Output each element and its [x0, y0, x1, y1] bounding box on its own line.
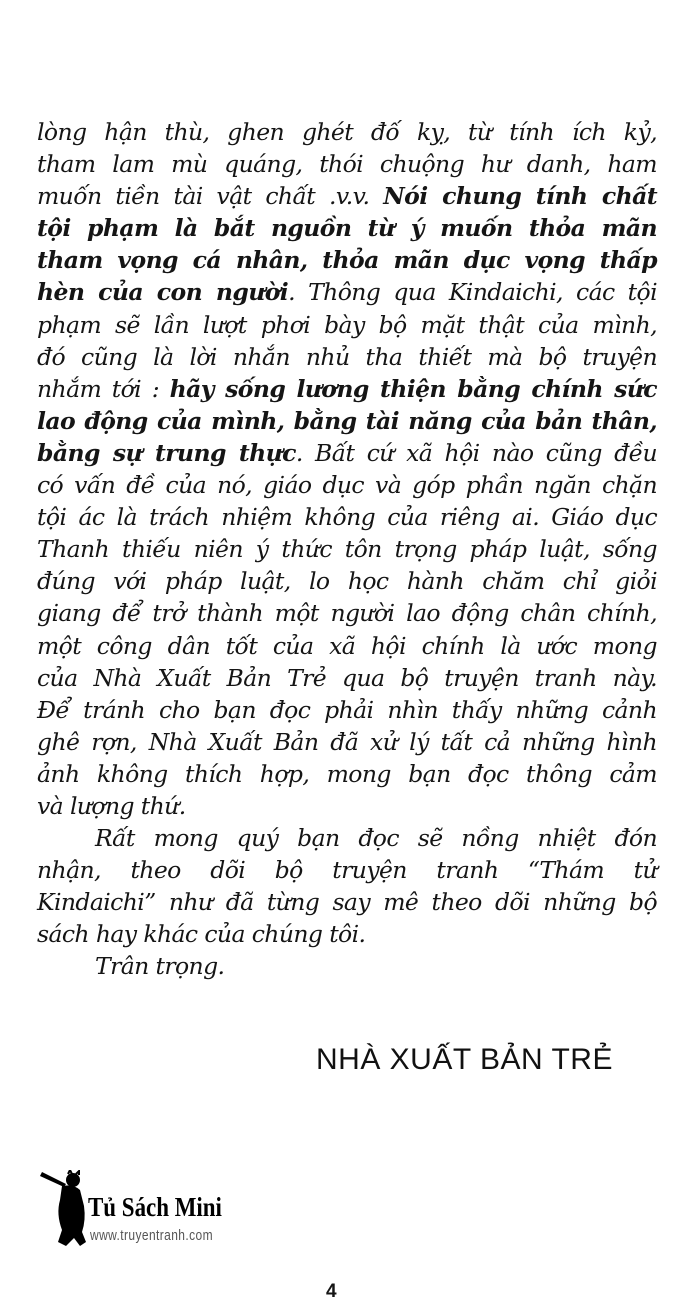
text-line: [37, 309, 657, 341]
text-segment: đó cũng là lời nhắn nhủ tha thiết mà bộ truyện: [37, 342, 657, 371]
page-number: 4: [326, 1281, 337, 1302]
text-line: [37, 694, 657, 726]
text-segment: nhắm tới :: [37, 374, 170, 403]
bold-text-segment: hãy sống lương thiện bằng chính sức: [169, 374, 657, 403]
text-segment: giang để trở thành một người lao động chân chính,: [37, 599, 657, 628]
text-segment: . Thông qua Kindaichi, các tội: [288, 278, 657, 307]
text-segment: sách hay khác của chúng tôi.: [37, 920, 366, 949]
text-line: [37, 180, 657, 212]
text-segment: và lượng thứ.: [37, 791, 186, 820]
text-segment: . Bất cứ xã hội nào cũng đều: [295, 438, 657, 467]
text-segment: một công dân tốt của xã hội chính là ước mong: [37, 631, 657, 660]
bold-text-segment: lao động của mình, bằng tài năng của bản thân,: [37, 406, 657, 435]
text-line: [37, 822, 657, 854]
text-segment: đúng với pháp luật, lo học hành chăm chỉ giỏi: [37, 567, 657, 596]
logo-title: Tủ Sách Mini: [88, 1192, 222, 1222]
text-line: [37, 950, 657, 982]
text-line: [37, 790, 657, 822]
text-line: [37, 854, 657, 886]
text-segment: ảnh không thích hợp, mong bạn đọc thông cảm: [37, 759, 657, 788]
text-line: [37, 276, 657, 308]
logo-url: www.truyentranh.com: [90, 1227, 213, 1244]
text-line: [37, 726, 657, 758]
text-line: [37, 630, 657, 662]
text-segment: ghê rợn, Nhà Xuất Bản đã xử lý tất cả những hình: [37, 727, 657, 756]
text-segment: Trân trọng.: [95, 952, 225, 981]
text-segment: tội ác là trách nhiệm không của riêng ai. Giáo dục: [37, 503, 657, 532]
bold-text-segment: tội phạm là bắt nguồn từ ý muốn thỏa mãn: [37, 214, 657, 243]
text-segment: Thanh thiếu niên ý thức tôn trọng pháp luật, sống: [37, 535, 657, 564]
body-text: [37, 116, 657, 983]
text-segment: muốn tiền tài vật chất .v.v.: [37, 182, 384, 211]
text-line: [37, 341, 657, 373]
text-line: [37, 212, 657, 244]
text-segment: lòng hận thù, ghen ghét đố kỵ, từ tính ích kỷ,: [37, 118, 657, 146]
text-line: [37, 886, 657, 918]
tu-sach-mini-logo: [40, 1170, 280, 1260]
text-line: [37, 758, 657, 790]
text-line: [37, 662, 657, 694]
text-line: [37, 437, 657, 469]
text-line: [37, 148, 657, 180]
bold-text-segment: hèn của con người: [37, 278, 289, 307]
text-line: [37, 501, 657, 533]
bold-text-segment: bằng sự trung thực: [37, 438, 296, 467]
text-segment: của Nhà Xuất Bản Trẻ qua bộ truyện tranh này.: [37, 663, 657, 692]
text-line: [37, 116, 657, 148]
text-line: [37, 244, 657, 276]
publisher-signature: NHÀ XUẤT BẢN TRẺ: [316, 1043, 613, 1076]
text-segment: tham lam mù quáng, thói chuộng hư danh, ham: [37, 150, 657, 179]
text-line: [37, 469, 657, 501]
text-line: [37, 918, 657, 950]
text-line: [37, 565, 657, 597]
text-segment: có vấn đề của nó, giáo dục và góp phần ngăn chặn: [37, 471, 657, 500]
text-segment: Để tránh cho bạn đọc phải nhìn thấy những cảnh: [37, 695, 657, 724]
text-line: [37, 597, 657, 629]
text-segment: Kindaichi” như đã từng say mê theo dõi những bộ: [37, 888, 657, 917]
text-segment: nhận, theo dõi bộ truyện tranh “Thám tử: [37, 856, 657, 885]
text-line: [37, 533, 657, 565]
bold-text-segment: tham vọng cá nhân, thỏa mãn dục vọng thấp: [37, 246, 657, 275]
text-line: [37, 373, 657, 405]
bold-text-segment: Nói chung tính chất: [383, 182, 658, 211]
text-segment: phạm sẽ lần lượt phơi bày bộ mặt thật của mình,: [37, 310, 657, 339]
text-segment: Rất mong quý bạn đọc sẽ nồng nhiệt đón: [95, 824, 657, 853]
text-line: [37, 405, 657, 437]
